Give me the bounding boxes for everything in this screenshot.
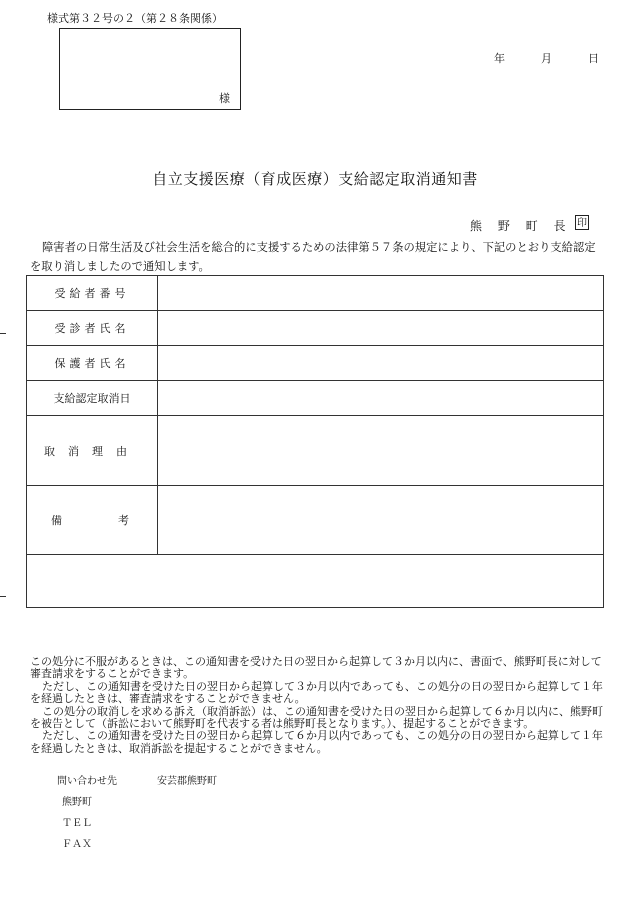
remarks-label-left: 備	[51, 514, 66, 527]
recipient-address-box	[59, 28, 241, 110]
notice-paragraph: この処分に不服があるときは、この通知書を受けた日の翌日から起算して３か月以内に、書面で、熊野町長に対して審査請求をすることができます。	[30, 655, 602, 681]
table-row	[27, 381, 604, 416]
notice-paragraph: ただし、この通知書を受けた日の翌日から起算して３か月以内であっても、この処分の日の翌日から起算して１年を経過したときは、審査請求をすることができません。	[30, 679, 603, 706]
table-row	[27, 276, 604, 311]
notice-paragraph: この処分の取消しを求める訴え（取消訴訟）は、この通知書を受けた日の翌日から起算して６か月以内に、熊野町を被告として（訴訟において熊野町を代表する者は熊野町長となります。）、提起することができます。	[30, 704, 603, 731]
form-number: 様式第３２号の２（第２８条関係）	[47, 12, 223, 25]
recipient-number-label: 受給者番号	[27, 276, 158, 311]
cancellation-form-table	[26, 275, 604, 608]
table-row	[27, 486, 604, 555]
cancel-reason-field	[158, 416, 604, 486]
table-row	[27, 346, 604, 381]
appeal-notice	[30, 656, 605, 755]
seal-mark: 印	[575, 215, 589, 230]
cancel-date-field	[158, 381, 604, 416]
contact-label: 問い合わせ先	[57, 776, 117, 787]
date-year: 年	[494, 52, 505, 65]
remarks-label-right: 考	[118, 514, 133, 527]
margin-tick	[0, 333, 6, 334]
guardian-name-label: 保護者氏名	[27, 346, 158, 381]
remarks-field	[158, 486, 604, 555]
contact-fax: ＦＡＸ	[62, 839, 92, 850]
contact-address: 安芸郡熊野町	[157, 776, 217, 787]
recipient-honorific: 様	[219, 92, 230, 105]
table-row	[27, 311, 604, 346]
bottom-blank-field	[27, 555, 604, 608]
contact-org: 熊野町	[62, 797, 92, 808]
recipient-number-field	[158, 276, 604, 311]
cancel-reason-label: 取消理由	[27, 416, 158, 486]
cancel-date-label: 支給認定取消日	[27, 381, 158, 416]
patient-name-field	[158, 311, 604, 346]
intro-text: 障害者の日常生活及び社会生活を総合的に支援するための法律第５７条の規定により、下記のとおり支給認定を取り消しましたので通知します。	[30, 241, 596, 273]
document-title: 自立支援医療（育成医療）支給認定取消通知書	[152, 170, 478, 188]
contact-tel: ＴＥＬ	[62, 818, 92, 829]
guardian-name-field	[158, 346, 604, 381]
date-month: 月	[541, 52, 552, 65]
table-row	[27, 416, 604, 486]
date-day: 日	[588, 52, 599, 65]
remarks-label	[27, 486, 158, 555]
margin-tick	[0, 596, 6, 597]
notice-paragraph: ただし、この通知書を受けた日の翌日から起算して６か月以内であっても、この処分の日の翌日から起算して１年を経過したときは、取消訴訟を提起することができません。	[30, 729, 603, 755]
table-row	[27, 555, 604, 608]
issuer-name: 熊 野 町 長	[470, 219, 572, 233]
patient-name-label: 受診者氏名	[27, 311, 158, 346]
